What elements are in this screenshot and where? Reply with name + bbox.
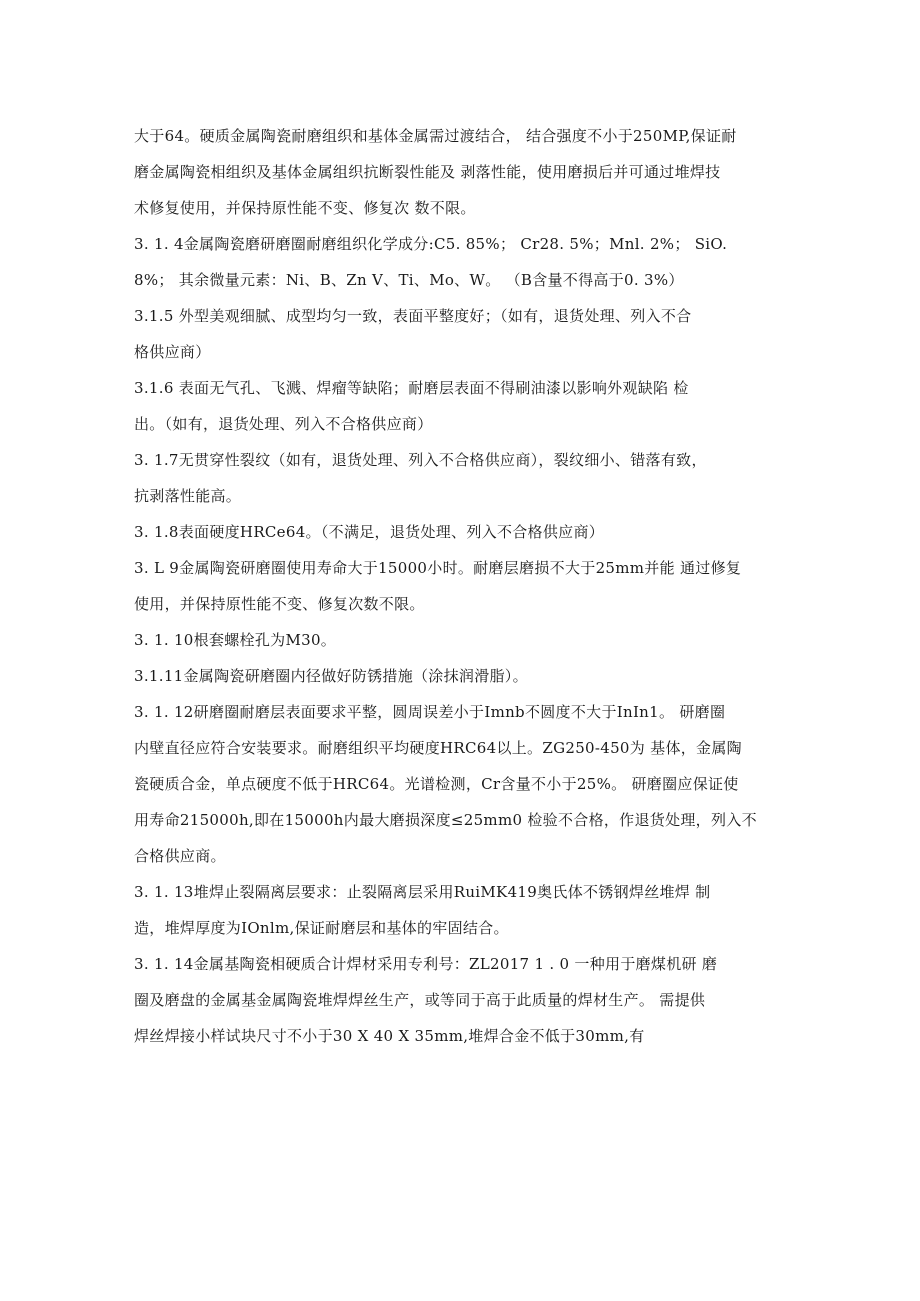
text-line: 3. 1.8表面硬度HRCe64。（不满足，退货处理、列入不合格供应商） bbox=[134, 523, 605, 541]
text-line: 内壁直径应符合安装要求。耐磨组织平均硬度HRC64以上。ZG250-450为 基体，金属陶 bbox=[134, 739, 742, 757]
text-line: 造，堆焊厚度为IOnlm,保证耐磨层和基体的牢固结合。 bbox=[134, 919, 509, 937]
text-line: 合格供应商。 bbox=[134, 847, 226, 865]
text-line: 大于64。硬质金属陶瓷耐磨组织和基体金属需过渡结合， 结合强度不小于250MP,保证耐 bbox=[134, 127, 737, 145]
text-line: 瓷硬质合金，单点硬度不低于HRC64。光谱检测，Cr含量不小于25%。 研磨圈应保证使 bbox=[134, 775, 739, 793]
text-line: 用寿命215000h,即在15000h内最大磨损深度≤25mm0 检验不合格，作退货处理，列入不 bbox=[134, 811, 757, 829]
text-line: 抗剥落性能高。 bbox=[134, 487, 242, 505]
text-line: 3. 1. 4金属陶瓷磨研磨圈耐磨组织化学成分:C5. 85%； Cr28. 5%；Mnl. 2%； SiO. bbox=[134, 235, 728, 253]
text-line: 3.1.5 外型美观细腻、成型均匀一致，表面平整度好；（如有，退货处理、列入不合 bbox=[134, 307, 692, 325]
text-line: 术修复使用，并保持原性能不变、修复次 数不限。 bbox=[134, 199, 476, 217]
text-line: 3. L 9金属陶瓷研磨圈使用寿命大于15000小时。耐磨层磨损不大于25mm并能 通过修复 bbox=[134, 559, 742, 577]
text-line: 3. 1.7无贯穿性裂纹（如有，退货处理、列入不合格供应商），裂纹细小、错落有致， bbox=[134, 451, 707, 469]
text-line: 使用，并保持原性能不变、修复次数不限。 bbox=[134, 595, 425, 613]
text-line: 焊丝焊接小样试块尺寸不小于30 X 40 X 35mm,堆焊合金不低于30mm,有 bbox=[134, 1027, 645, 1045]
text-line: 3. 1. 13堆焊止裂隔离层要求：止裂隔离层采用RuiMK419奥氏体不锈钢焊丝堆焊 制 bbox=[134, 883, 711, 901]
text-line: 3. 1. 12研磨圈耐磨层表面要求平整，圆周误差小于Imnb不圆度不大于InIn1。 研磨圈 bbox=[134, 703, 726, 721]
text-line: 3. 1. 10根套螺栓孔为M30。 bbox=[134, 631, 337, 649]
text-line: 出。（如有，退货处理、列入不合格供应商） bbox=[134, 415, 433, 433]
text-line: 3. 1. 14金属基陶瓷相硬质合计焊材采用专利号：ZL2017 1 . 0 一种用于磨煤机研 磨 bbox=[134, 955, 718, 973]
text-line: 圈及磨盘的金属基金属陶瓷堆焊焊丝生产，或等同于高于此质量的焊材生产。 需提供 bbox=[134, 991, 706, 1009]
text-line: 3.1.11金属陶瓷研磨圈内径做好防锈措施（涂抹润滑脂）。 bbox=[134, 667, 528, 685]
document-body bbox=[134, 118, 784, 1054]
text-line: 8%； 其余微量元素：Ni、B、Zn V、Ti、Mo、W。 （B含量不得高于0. 3%） bbox=[134, 271, 684, 289]
text-line: 磨金属陶瓷相组织及基体金属组织抗断裂性能及 剥落性能，使用磨损后并可通过堆焊技 bbox=[134, 163, 721, 181]
text-line: 3.1.6 表面无气孔、飞溅、焊瘤等缺陷；耐磨层表面不得刷油漆以影响外观缺陷 检 bbox=[134, 379, 689, 397]
text-line: 格供应商） bbox=[134, 343, 211, 361]
